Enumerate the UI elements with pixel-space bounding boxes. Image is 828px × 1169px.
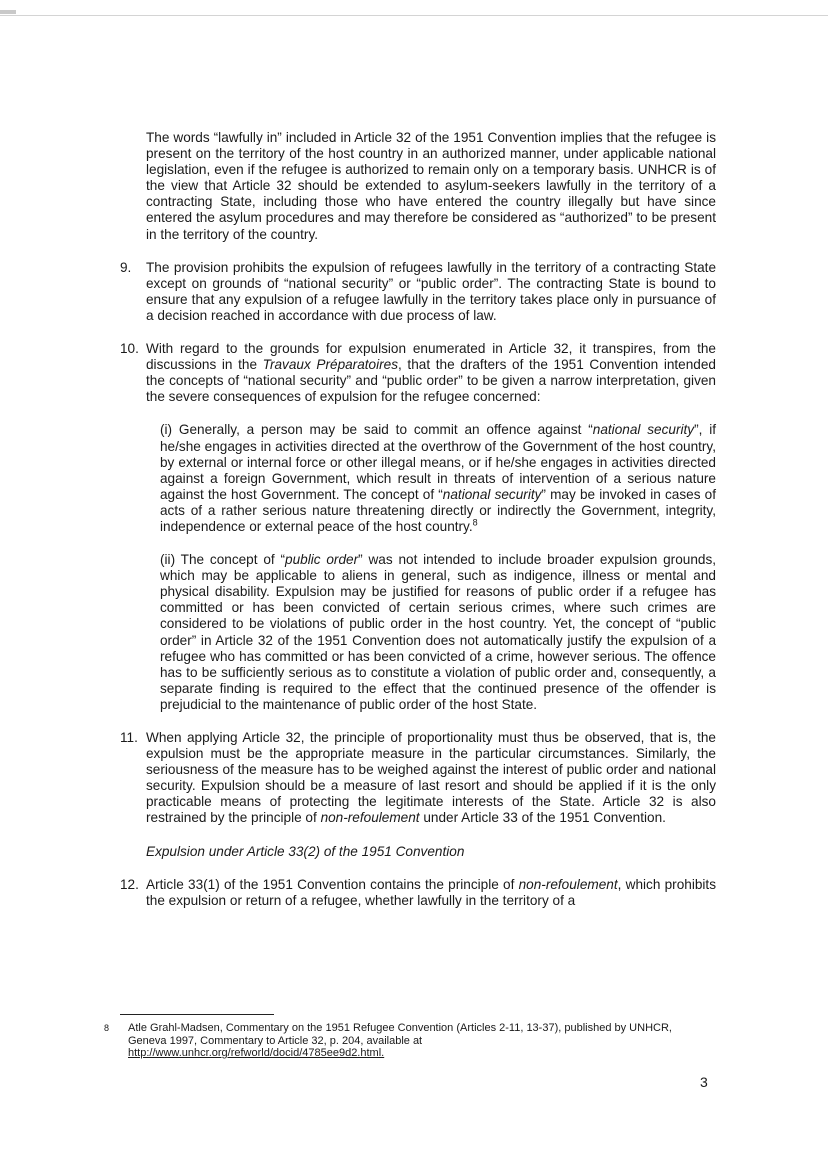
paragraph-number: 10.: [120, 341, 139, 357]
paragraph-text: The provision prohibits the expulsion of refugees lawfully in the territory of a contracting State except on grounds of “national security” or “public order”. The contracting State is bound to ensure that any expulsion of a refugee lawfully in the territory takes place only in pursuance of a decision reached in accordance with due process of law.: [146, 259, 716, 323]
paragraph-number: 12.: [120, 876, 139, 892]
section-heading: Expulsion under Article 33(2) of the 1951 Convention: [146, 843, 465, 859]
italic-term: non-refoulement: [518, 876, 618, 892]
footnote: [104, 1022, 704, 1060]
paragraph-10: [120, 341, 716, 405]
paragraph-9: [120, 260, 716, 324]
page-number: 3: [700, 1074, 708, 1090]
paragraph-text: Article 33(1) of the 1951 Convention contains the principle of non-refoulement, which prohibits the expulsion or return of a refugee, whether lawfully in the territory of a: [146, 876, 716, 908]
paragraph-text: When applying Article 32, the principle of proportionality must thus be observed, that is, the expulsion must be the appropriate measure in the particular circumstances. Similarly, the seriousness of the measure has to be weighed against the interest of public order and national security. Expulsion should be a measure of last resort and should be applied if it is the only practicable means of protecting the legitimate interests of the State. Article 32 is also restrained by the principle of non-refoulement under Article 33 of the 1951 Convention.: [146, 730, 716, 826]
footnote-reference[interactable]: 8: [472, 517, 478, 528]
subparagraph-i: (i) Generally, a person may be said to commit an offence against “national security”, if he/she engages in activities directed at the overthrow of the Government of the host country, by external or internal force or other illegal means, or if he/she engages in activities directed against a foreign Government, which result in threats of intervention of a serious nature against the host Government. The concept of “national security” may be invoked in cases of acts of a rather serious nature threatening directly or indirectly the Government, integrity, independence or external peace of the host country.$^8$: [160, 422, 717, 534]
scan-artifact: [0, 10, 16, 14]
paragraph-12: [120, 877, 716, 909]
footnote-separator: [120, 1014, 274, 1015]
intro-paragraph: The words “lawfully in” included in Article 32 of the 1951 Convention implies that the refugee is present on the territory of the host country in an authorized manner, under applicable national legislation, even if the refugee is authorized to remain only on a temporary basis. UNHCR is of the view that Article 32 should be extended to asylum-seekers lawfully in the territory of a contracting State, including those who have entered the country illegally but have since entered the asylum procedures and may therefore be considered as “authorized” to be present in the territory of the country.: [146, 130, 716, 242]
italic-term: public order: [285, 552, 359, 568]
paragraph-11: [120, 730, 716, 827]
paragraph-number: 9.: [120, 259, 132, 275]
scan-edge-line: [0, 15, 828, 16]
document-body: [120, 130, 717, 926]
italic-term: national security: [442, 486, 542, 502]
footnote-mark: 8: [104, 1023, 110, 1033]
footnote-link[interactable]: http://www.unhcr.org/refworld/docid/4785ee9d2.html.: [128, 1047, 385, 1060]
subparagraph-ii: (ii) The concept of “public order” was not intended to include broader expulsion grounds, which may be applicable to aliens in general, such as indigence, illness or mental and physical disability. Expulsion may be justified for reasons of public order if a refugee has committed or has been convicted of certain serious crimes, where such crimes are considered to be violations of public order in the host country. Yet, the concept of “public order” in Article 32 of the 1951 Convention does not automatically justify the expulsion of a refugee who has committed or has been convicted of a crime, however serious. The offence has to be sufficiently serious as to constitute a violation of public order and, consequently, a separate finding is required to the effect that the continued presence of the offender is prejudicial to the maintenance of public order of the host State.: [160, 552, 717, 712]
footnote-text: Atle Grahl-Madsen, Commentary on the 1951 Refugee Convention (Articles 2-11, 13-37), published by UNHCR, Geneva 1997, Commentary to Article 32, p. 204, available at http://www.unhcr.org/refworld/docid/4785ee9d2.html.: [128, 1022, 672, 1060]
italic-term: national security: [592, 422, 695, 438]
paragraph-number: 11.: [120, 730, 138, 745]
paragraph-text: With regard to the grounds for expulsion enumerated in Article 32, it transpires, from the discussions in the Travaux Préparatoires, that the drafters of the 1951 Convention intended the concepts of “national security” and “public order” to be given a narrow interpretation, given the severe consequences of expulsion for the refugee concerned:: [146, 341, 716, 405]
italic-term: Travaux Préparatoires: [262, 357, 399, 373]
italic-term: non-refoulement: [320, 810, 420, 826]
